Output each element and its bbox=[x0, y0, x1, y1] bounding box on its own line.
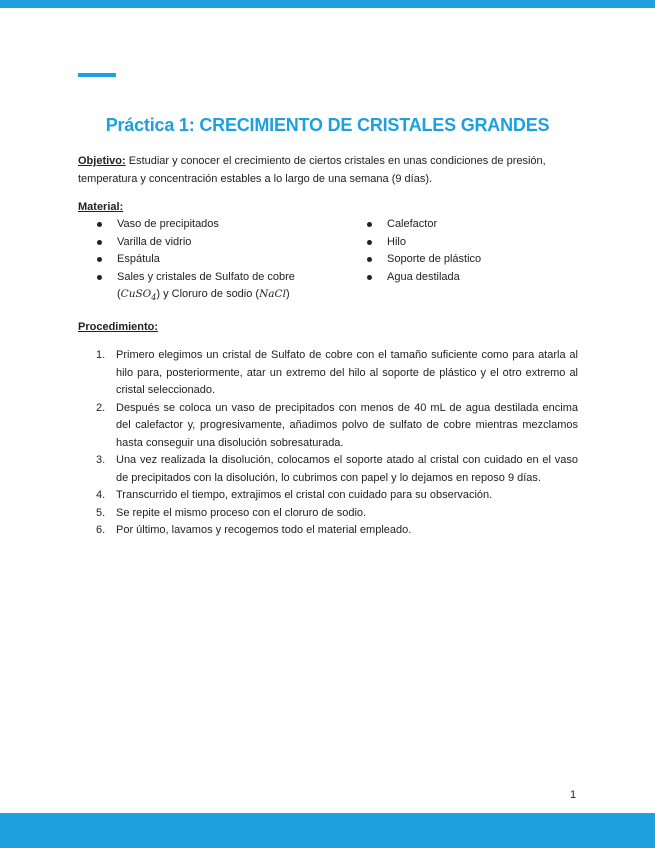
step-number: 6. bbox=[96, 524, 106, 536]
formula-subscript: 4 bbox=[151, 293, 157, 303]
list-item: Varilla de vidrio bbox=[97, 234, 327, 252]
step-text: Transcurrido el tiempo, extrajimos el cristal con cuidado para su observación. bbox=[116, 489, 493, 501]
step-text: Después se coloca un vaso de precipitados con menos de 40 mL de agua destilada encima del calefactor y, progresivamente, añadimos polvo de sulfato de cobre mientras mezclamos hasta conseguir una disolución sobresaturada. bbox=[116, 401, 578, 449]
formula-copper-sulfate: CuSO$_4$ bbox=[120, 288, 157, 303]
step-number: 3. bbox=[96, 454, 106, 466]
procedure-label: Procedimiento: bbox=[78, 321, 159, 333]
page-number: 1 bbox=[570, 789, 577, 801]
procedure-step bbox=[96, 400, 578, 453]
material-list-left bbox=[97, 216, 327, 307]
list-item: Espátula bbox=[97, 251, 327, 269]
step-text: Por último, lavamos y recogemos todo el material empleado. bbox=[116, 524, 412, 536]
page-title: Práctica 1: CRECIMIENTO DE CRISTALES GRANDES bbox=[105, 115, 550, 135]
list-item: Hilo bbox=[367, 234, 567, 252]
step-text: Primero elegimos un cristal de Sulfato de cobre con el tamaño suficiente como para atarla al hilo para, posteriormente, atar un extremo del hilo al soporte de plástico y el otro extremo al cristal seleccionado. bbox=[116, 349, 578, 396]
step-number: 2. bbox=[96, 401, 106, 414]
procedure-step bbox=[96, 487, 578, 505]
list-item-text: ) y Cloruro de sodio ( bbox=[156, 288, 260, 300]
formula-sodium-chloride: NaCl bbox=[259, 288, 286, 300]
procedure-step bbox=[96, 347, 578, 400]
list-item: Calefactor bbox=[367, 216, 567, 234]
list-item-text: ) bbox=[285, 288, 290, 300]
step-number: 5. bbox=[96, 506, 106, 519]
procedure-step bbox=[96, 505, 578, 523]
material-list-right bbox=[367, 216, 567, 286]
objective-label: Objetivo: bbox=[78, 155, 126, 167]
procedure-steps bbox=[96, 347, 578, 540]
list-item: Vaso de precipitados bbox=[97, 216, 327, 234]
step-text: Una vez realizada la disolución, colocamos el soporte atado al cristal con cuidado en el vaso de precipitados con la disolución, lo cubrimos con papel y lo dejamos en reposo 9 días. bbox=[116, 454, 578, 484]
objective-paragraph bbox=[78, 153, 578, 188]
step-number: 4. bbox=[96, 489, 106, 501]
procedure-step bbox=[96, 452, 578, 487]
step-text: Se repite el mismo proceso con el cloruro de sodio. bbox=[116, 506, 367, 519]
list-item: Soporte de plástico bbox=[367, 251, 567, 269]
list-item: Agua destilada bbox=[367, 269, 567, 287]
top-accent-bar bbox=[0, 0, 655, 8]
header-accent-line bbox=[78, 73, 116, 77]
list-item bbox=[97, 269, 327, 307]
material-label: Material: bbox=[78, 201, 124, 213]
bottom-accent-bar bbox=[0, 813, 655, 848]
step-number: 1. bbox=[96, 349, 106, 361]
objective-text: Estudiar y conocer el crecimiento de ciertos cristales en unas condiciones de presión, temperatura y concentración estables a lo largo de una semana (9 días). bbox=[78, 155, 546, 185]
procedure-step bbox=[96, 522, 578, 540]
list-item-text: Sales y cristales de Sulfato de cobre ( bbox=[117, 270, 295, 300]
